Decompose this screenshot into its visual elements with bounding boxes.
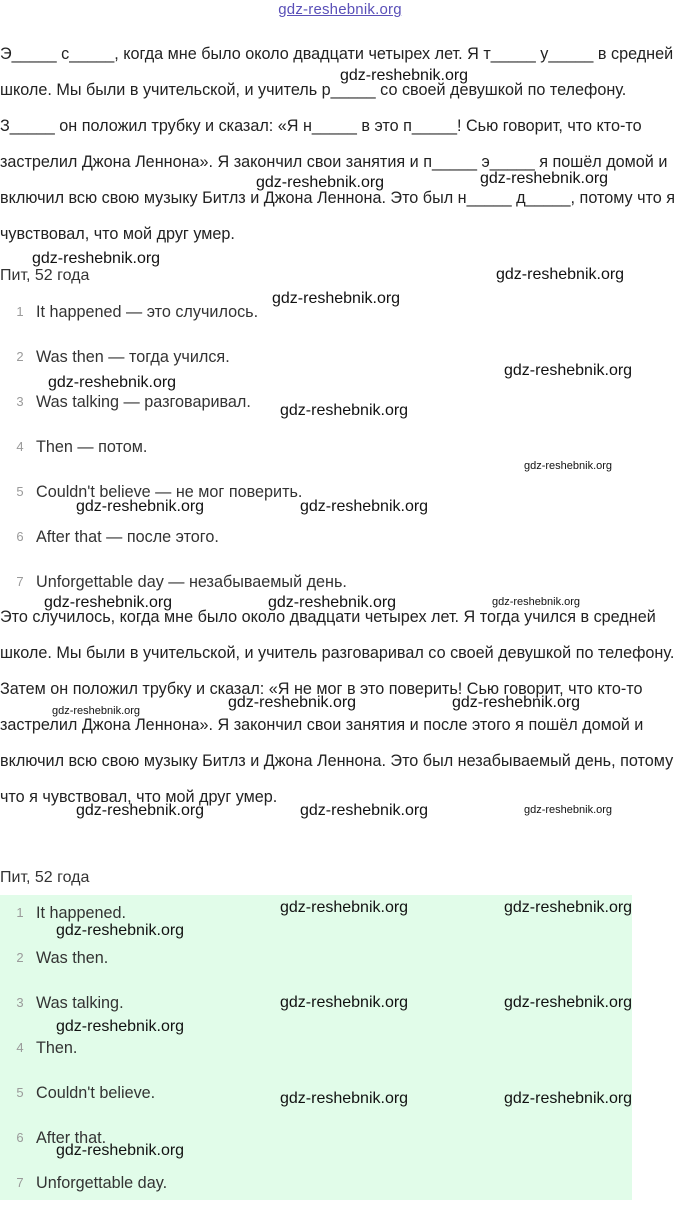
list-item-number: 2 bbox=[16, 950, 24, 965]
watermark: gdz-reshebnik.org bbox=[340, 67, 469, 84]
watermark: gdz-reshebnik.org bbox=[492, 596, 581, 608]
watermark: gdz-reshebnik.org bbox=[524, 460, 613, 472]
list-item bbox=[0, 385, 400, 430]
watermark: gdz-reshebnik.org bbox=[452, 694, 581, 711]
list-item bbox=[0, 941, 400, 986]
list-item-number: 4 bbox=[16, 439, 24, 454]
exercise-text: Э_____ с_____, когда мне было около двадцати четырех лет. Я т_____ у_____ в средней школе. Мы были в учительской, и учитель р_____ со своей девушкой по телефону. З_____ он положил трубку и сказал: «Я н_____ в это п_____! Сью говорит, что кто-то застрелил Джона Леннона». Я закончил свои занятия и п_____ э_____ я пошёл домой и включил всю свою музыку Битлз и Джона Леннона. Это был н_____ д_____, потому что я чувствовал, что мой друг умер. bbox=[0, 45, 676, 243]
list-item bbox=[0, 430, 400, 475]
list-item-text: Was talking — разговаривал. bbox=[36, 393, 251, 411]
list-item-text: Then. bbox=[36, 1039, 78, 1057]
list-item-text: It happened. bbox=[36, 904, 127, 922]
watermark: gdz-reshebnik.org bbox=[56, 922, 185, 939]
answer-list-plain bbox=[0, 896, 400, 1211]
watermark: gdz-reshebnik.org bbox=[280, 994, 409, 1011]
watermark: gdz-reshebnik.org bbox=[52, 705, 141, 717]
watermark: gdz-reshebnik.org bbox=[272, 290, 401, 307]
list-item-number: 3 bbox=[16, 995, 24, 1010]
list-item-text: After that — после этого. bbox=[36, 528, 219, 546]
list-item-text: Was then — тогда учился. bbox=[36, 348, 230, 366]
watermark: gdz-reshebnik.org bbox=[256, 174, 385, 191]
list-item-number: 6 bbox=[16, 529, 24, 544]
list-item-text: Unforgettable day. bbox=[36, 1174, 168, 1192]
answer-list-translated bbox=[0, 295, 400, 610]
watermark: gdz-reshebnik.org bbox=[56, 1142, 185, 1159]
list-item-text: After that. bbox=[36, 1129, 107, 1147]
watermark: gdz-reshebnik.org bbox=[228, 694, 357, 711]
list-item bbox=[0, 896, 400, 941]
watermark: gdz-reshebnik.org bbox=[524, 804, 613, 816]
watermark: gdz-reshebnik.org bbox=[504, 899, 633, 916]
watermark: gdz-reshebnik.org bbox=[504, 362, 633, 379]
watermark: gdz-reshebnik.org bbox=[480, 170, 609, 187]
list-item bbox=[0, 520, 400, 565]
list-item-number: 7 bbox=[16, 574, 24, 589]
author-signature: Пит, 52 года bbox=[0, 869, 90, 886]
list-item bbox=[0, 1076, 400, 1121]
list-item bbox=[0, 475, 400, 520]
watermark: gdz-reshebnik.org bbox=[76, 802, 205, 819]
watermark: gdz-reshebnik.org bbox=[280, 899, 409, 916]
list-item-text: Couldn't believe — не мог поверить. bbox=[36, 483, 303, 501]
list-item-number: 5 bbox=[16, 484, 24, 499]
watermark: gdz-reshebnik.org bbox=[280, 402, 409, 419]
list-item-text: It happened — это случилось. bbox=[36, 303, 259, 321]
list-item-number: 2 bbox=[16, 349, 24, 364]
list-item-text: Unforgettable day — незабываемый день. bbox=[36, 573, 347, 591]
list-item-number: 1 bbox=[16, 304, 24, 319]
list-item bbox=[0, 1166, 400, 1211]
list-item-number: 5 bbox=[16, 1085, 24, 1100]
list-item bbox=[0, 986, 400, 1031]
watermark: gdz-reshebnik.org bbox=[76, 498, 205, 515]
author-signature: Пит, 52 года bbox=[0, 267, 90, 284]
list-item-number: 4 bbox=[16, 1040, 24, 1055]
list-item-number: 7 bbox=[16, 1175, 24, 1190]
list-item bbox=[0, 295, 400, 340]
watermark: gdz-reshebnik.org bbox=[56, 1018, 185, 1035]
list-item bbox=[0, 1121, 400, 1166]
watermark: gdz-reshebnik.org bbox=[44, 594, 173, 611]
watermark: gdz-reshebnik.org bbox=[300, 802, 429, 819]
list-item-text: Couldn't believe. bbox=[36, 1084, 156, 1102]
list-item-number: 3 bbox=[16, 394, 24, 409]
list-item bbox=[0, 1031, 400, 1076]
list-item-text: Then — потом. bbox=[36, 438, 148, 456]
list-item bbox=[0, 340, 400, 385]
watermark: gdz-reshebnik.org bbox=[300, 498, 429, 515]
list-item-text: Was then. bbox=[36, 949, 109, 967]
list-item-number: 6 bbox=[16, 1130, 24, 1145]
watermark: gdz-reshebnik.org bbox=[496, 266, 625, 283]
watermark: gdz-reshebnik.org bbox=[48, 374, 177, 391]
watermark: gdz-reshebnik.org bbox=[32, 250, 161, 267]
watermark: gdz-reshebnik.org bbox=[504, 994, 633, 1011]
list-item-text: Was talking. bbox=[36, 994, 124, 1012]
completed-text: Это случилось, когда мне было около двадцати четырех лет. Я тогда учился в средней школе. Мы были в учительской, и учитель разговаривал со своей девушкой по телефону. Затем он положил трубку и сказал: «Я не мог в это поверить! Сью говорит, что кто-то застрелил Джона Леннона». Я закончил свои занятия и после этого я пошёл домой и включил всю свою музыку Битлз и Джона Леннона. Это был незабываемый день, потому что я чувствовал, что мой друг умер. bbox=[0, 608, 675, 806]
watermark: gdz-reshebnik.org bbox=[504, 1090, 633, 1107]
list-item-number: 1 bbox=[16, 905, 24, 920]
watermark: gdz-reshebnik.org bbox=[280, 1090, 409, 1107]
watermark: gdz-reshebnik.org bbox=[268, 594, 397, 611]
site-watermark-link[interactable]: gdz-reshebnik.org bbox=[278, 1, 402, 18]
